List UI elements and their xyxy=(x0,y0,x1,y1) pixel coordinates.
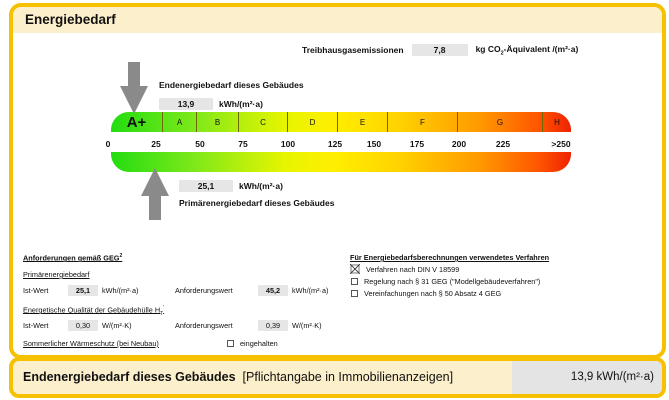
efficiency-gradient-bar xyxy=(111,152,571,172)
envelope-ist-value: 0,30 xyxy=(68,320,98,331)
method-option-50[interactable] xyxy=(351,289,501,298)
primary-energy-arrow-icon xyxy=(141,168,169,220)
tick-175: 175 xyxy=(409,139,425,149)
primary-req-unit: kWh/(m²·a) xyxy=(292,286,329,295)
envelope-heading: Energetische Qualität der Gebäudehülle $H_T'$ xyxy=(23,305,165,317)
method-option-din[interactable] xyxy=(350,264,459,274)
primary-energy-unit: kWh/(m²·a) xyxy=(239,181,283,191)
summary-value: 13,9 kWh/(m²·a) xyxy=(570,371,654,383)
tick-250: >250 xyxy=(551,139,571,149)
checkbox[interactable] xyxy=(351,278,358,285)
page-title: Energiebedarf xyxy=(25,12,116,27)
tick-150: 150 xyxy=(366,139,382,149)
class-f: F xyxy=(388,112,458,132)
tick-125: 125 xyxy=(327,139,343,149)
primary-demand-heading: Primärenergiebedarf xyxy=(23,270,90,279)
method-option-label: Verfahren nach DIN V 18599 xyxy=(366,264,460,274)
tick-75: 75 xyxy=(238,139,248,149)
ist-label: Ist-Wert xyxy=(23,321,49,330)
summary-label: Endenergiebedarf dieses Gebäudes [Pflichtangabe in Immobilienanzeigen] xyxy=(23,370,454,384)
req-label: Anforderungswert xyxy=(175,321,233,330)
summer-protection-checkbox[interactable] xyxy=(227,340,234,347)
primary-energy-label: Primärenergiebedarf dieses Gebäudes xyxy=(179,198,335,208)
checkbox[interactable] xyxy=(351,290,358,297)
primary-demand-row xyxy=(23,285,328,296)
method-option-label: Regelung nach § 31 GEG ("Modellgebäudeverfahren") xyxy=(364,277,541,286)
class-h: H xyxy=(554,117,560,127)
class-g: G xyxy=(458,112,543,132)
tick-100: 100 xyxy=(280,139,296,149)
summer-protection-label: Sommerlicher Wärmeschutz (bei Neubau) xyxy=(23,339,159,348)
ghg-label: Treibhausgasemissionen xyxy=(302,45,404,56)
primary-energy-value: 25,1 xyxy=(179,180,233,192)
tick-25: 25 xyxy=(151,139,161,149)
end-energy-unit: kWh/(m²·a) xyxy=(219,99,263,109)
req-label: Anforderungswert xyxy=(175,286,233,295)
tick-225: 225 xyxy=(495,139,511,149)
method-option-31[interactable] xyxy=(351,277,540,286)
ist-label: Ist-Wert xyxy=(23,286,49,295)
tick-50: 50 xyxy=(195,139,205,149)
class-a-plus: A+ xyxy=(111,112,163,132)
primary-ist-unit: kWh/(m²·a) xyxy=(102,286,139,295)
envelope-req-value: 0,39 xyxy=(258,320,288,331)
method-title: Für Energiebedarfsberechnungen verwendetes Verfahren xyxy=(350,253,550,262)
efficiency-class-bar xyxy=(111,112,571,132)
ghg-emissions-row xyxy=(302,44,578,57)
tick-0: 0 xyxy=(105,139,111,149)
class-c: C xyxy=(239,112,288,132)
summer-protection-checkbox-label: eingehalten xyxy=(240,339,278,348)
tick-200: 200 xyxy=(451,139,467,149)
panel-header xyxy=(13,7,662,33)
envelope-req-unit: W/(m²·K) xyxy=(292,321,322,330)
envelope-row xyxy=(23,320,322,331)
end-energy-label: Endenergiebedarf dieses Gebäudes xyxy=(159,80,304,90)
class-b: B xyxy=(197,112,239,132)
end-energy-arrow-icon xyxy=(120,62,148,114)
primary-ist-value: 25,1 xyxy=(68,285,98,296)
energy-demand-panel xyxy=(9,3,666,359)
summer-protection-row xyxy=(23,339,278,348)
method-option-label: Vereinfachungen nach § 50 Absatz 4 GEG xyxy=(364,289,502,298)
class-e: E xyxy=(338,112,388,132)
class-a: A xyxy=(163,112,197,132)
class-d: D xyxy=(288,112,338,132)
ghg-value: 7,8 xyxy=(412,44,468,56)
ghg-unit: kg $CO_2$-Äquivalent /(m²·a) xyxy=(475,44,579,57)
requirements-title: Anforderungen gemäß GEG$^2$ xyxy=(23,253,123,263)
primary-req-value: 45,2 xyxy=(258,285,288,296)
end-energy-value: 13,9 xyxy=(159,98,213,110)
envelope-ist-unit: W/(m²·K) xyxy=(102,321,132,330)
end-energy-summary xyxy=(9,357,666,398)
end-energy-value-row xyxy=(159,98,263,110)
scale-ticks xyxy=(13,139,666,151)
checked-checkbox-icon[interactable] xyxy=(350,264,360,274)
primary-energy-value-row xyxy=(179,180,283,192)
